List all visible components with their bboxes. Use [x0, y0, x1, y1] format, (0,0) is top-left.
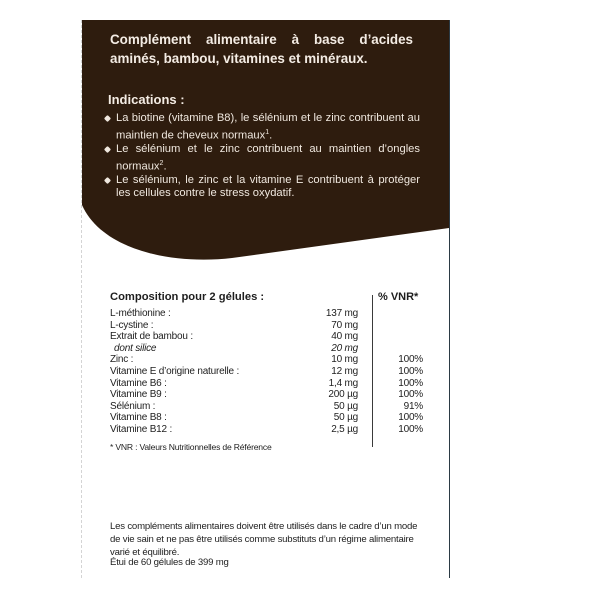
diamond-bullet-icon — [104, 115, 111, 122]
vnr-column-header: % VNR* — [378, 291, 419, 303]
table-row: Extrait de bambou : 40 mg — [110, 331, 358, 343]
product-label-panel — [81, 20, 450, 578]
table-row-sub: dont silice 20 mg — [114, 342, 358, 354]
vnr-footnote: * VNR : Valeurs Nutritionnelles de Référence — [110, 441, 272, 452]
usage-notice: Les compléments alimentaires doivent être utilisés dans le cadre d’un mode de vie sain et ne pas être utilisés comme substituts d’un régime alimentaire varié et équilibré. — [110, 521, 418, 558]
indications-title: Indications : — [108, 92, 185, 107]
table-row: Vitamine E d’origine naturelle : 12 mg 100% — [110, 365, 423, 377]
table-row: Vitamine B6 : 1,4 mg 100% — [110, 377, 423, 389]
table-row: Sélénium : 50 µg 91% — [110, 400, 423, 412]
composition-table — [110, 292, 430, 453]
indication-item: Le sélénium et le zinc contribuent au maintien d’ongles normaux$^2$. — [104, 143, 420, 174]
table-row: Zinc : 10 mg 100% — [110, 354, 423, 366]
indications-list — [104, 112, 420, 201]
table-row: L-cystine : 70 mg — [110, 319, 358, 331]
composition-title: Composition pour 2 gélules : — [110, 291, 265, 303]
package-info: Étui de 60 gélules de 399 mg — [110, 557, 229, 568]
diamond-bullet-icon — [104, 146, 111, 153]
table-row: L-méthionine : 137 mg — [110, 308, 358, 319]
indication-item: Le sélénium, le zinc et la vitamine E contribuent à protéger les cellules contre le stress oxydatif. — [104, 174, 420, 201]
table-row: Vitamine B9 : 200 µg 100% — [110, 389, 423, 401]
indication-item: La biotine (vitamine B8), le sélénium et le zinc contribuent au maintien de cheveux normaux$^1$. — [104, 112, 420, 143]
composition-header — [110, 292, 430, 308]
product-description: Complément alimentaire à base d’acides aminés, bambou, vitamines et minéraux. — [110, 32, 413, 66]
table-row: Vitamine B8 : 50 µg 100% — [110, 412, 423, 424]
diamond-bullet-icon — [104, 177, 111, 184]
table-row: Vitamine B12 : 2,5 µg 100% — [110, 423, 423, 435]
